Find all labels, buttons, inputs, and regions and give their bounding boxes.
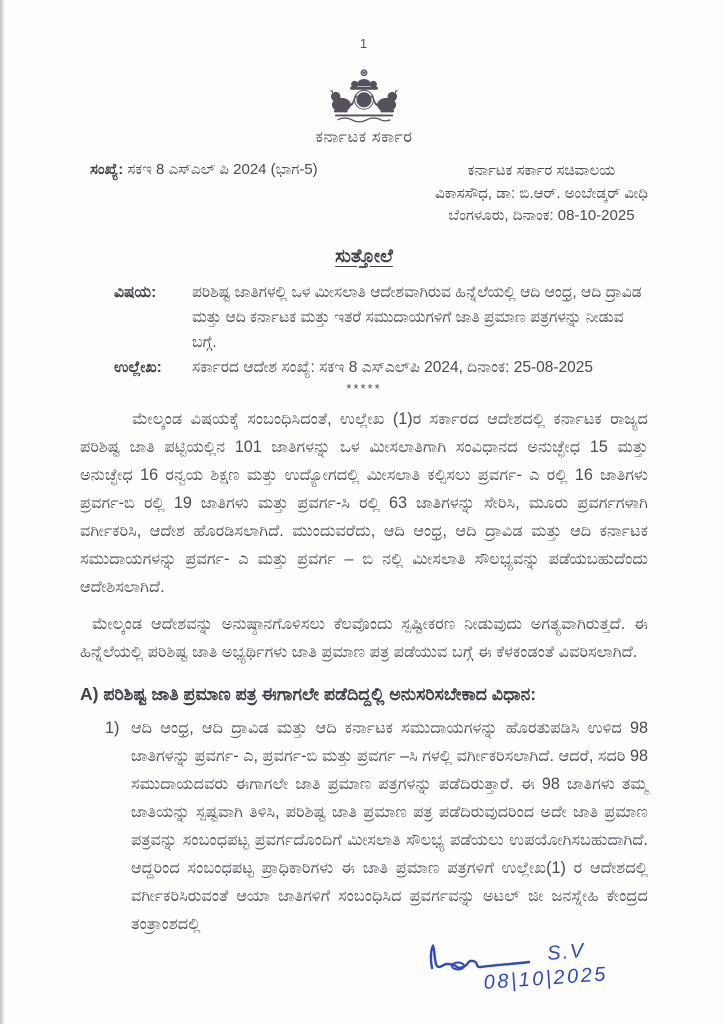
list-item-number: 1) — [105, 718, 120, 737]
signature-block — [425, 940, 665, 995]
signature-date: 08|10|2025 — [483, 963, 609, 994]
government-name: ಕರ್ನಾಟಕ ಸರ್ಕಾರ — [315, 128, 413, 146]
subject-reference-block — [80, 280, 648, 380]
signature-initials: S.V — [546, 939, 587, 965]
stars-separator: ***** — [346, 380, 382, 396]
list-item-text: ಆದಿ ಆಂಧ್ರ, ಆದಿ ದ್ರಾವಿಡ ಮತ್ತು ಆದಿ ಕರ್ನಾಟಕ ಸಮುದಾಯಗಳನ್ನು ಹೊರತುಪಡಿಸಿ ಉಳಿದ 98 ಜಾತಿಗಳನ್ನು ಪ್ರವರ್ಗ- ಎ, ಪ್ರವರ್ಗ-ಬಿ ಮತ್ತು ಪ್ರವರ್ಗ –ಸಿ ಗಳಲ್ಲಿ ವರ್ಗೀಕರಿಸಲಾಗಿದೆ. ಆದರೆ, ಸದರಿ 98 ಸಮುದಾಯದವರು ಈಗಾಗಲೇ ಜಾತಿ ಪ್ರಮಾಣ ಪತ್ರಗಳನ್ನು ಪಡೆದಿರುತ್ತಾರೆ. ಈ 98 ಜಾತಿಗಳು ತಮ್ಮ ಜಾತಿಯನ್ನು ಸ್ಪಷ್ಟವಾಗಿ ತಿಳಿಸಿ, ಪರಿಶಿಷ್ಟ ಜಾತಿ ಪ್ರಮಾಣ ಪತ್ರ ಪಡೆದಿರುವುದರಿಂದ ಅದೇ ಜಾತಿ ಪ್ರಮಾಣ ಪತ್ರವನ್ನು ಸಂಬಂಧಪಟ್ಟ ಪ್ರವರ್ಗದೊಂದಿಗೆ ಮೀಸಲಾತಿ ಸೌಲಭ್ಯ ಪಡೆಯಲು ಉಪಯೋಗಿಸಬಹುದಾಗಿದೆ. ಆದ್ದರಿಂದ ಸಂಬಂಧಪಟ್ಟ ಪ್ರಾಧಿಕಾರಿಗಳು ಈ ಜಾತಿ ಪ್ರಮಾಣ ಪತ್ರಗಳಿಗೆ ಉಲ್ಲೇಖ(1) ರ ಆದೇಶದಲ್ಲಿ ವರ್ಗೀಕರಿಸಿರುವಂತೆ ಆಯಾ ಜಾತಿಗಳಿಗೆ ಸಂಬಂಧಿಸಿದ ಪ್ರವರ್ಗವನ್ನು ಅಟಲ್ ಜೀ ಜನಸ್ನೇಹಿ ಕೇಂದ್ರದ ತಂತ್ರಾಂಶದಲ್ಲಿ — [131, 718, 648, 933]
address-line: ಬೆಂಗಳೂರು, ದಿನಾಂಕ: 08-10-2025 — [448, 207, 635, 224]
list-item-1 — [80, 714, 648, 938]
reference-address-row — [80, 160, 648, 228]
address-line: ವಿಕಾಸಸೌಧ, ಡಾ: ಬಿ.ಆರ್. ಅಂಬೇಡ್ಕರ್ ವೀಧಿ — [434, 184, 648, 202]
page-number: 1 — [359, 36, 369, 51]
number-label: ಸಂಖ್ಯೆ: — [90, 161, 124, 178]
document-title: ಸುತ್ತೋಲೆ — [335, 244, 393, 266]
paragraph-1: ಮೇಲ್ಕಂಡ ವಿಷಯಕ್ಕೆ ಸಂಬಂಧಿಸಿದಂತೆ, ಉಲ್ಲೇಖ (1)ರ ಸರ್ಕಾರದ ಆದೇಶದಲ್ಲಿ ಕರ್ನಾಟಕ ರಾಜ್ಯದ ಪರಿಶಿಷ್ಟ ಜಾತಿ ಪಟ್ಟಿಯಲ್ಲಿನ 101 ಜಾತಿಗಳನ್ನು ಒಳ ಮೀಸಲಾತಿಗಾಗಿ ಸಂವಿಧಾನದ ಅನುಚ್ಛೇಧ 15 ಮತ್ತು ಅನುಚ್ಛೇಧ 16 ರನ್ವಯ ಶಿಕ್ಷಣ ಮತ್ತು ಉದ್ಯೋಗದಲ್ಲಿ ಮೀಸಲಾತಿ ಕಲ್ಪಿಸಲು ಪ್ರವರ್ಗ- ಎ ರಲ್ಲಿ 16 ಜಾತಿಗಳು ಪ್ರವರ್ಗ-ಬಿ ರಲ್ಲಿ 19 ಜಾತಿಗಳು ಮತ್ತು ಪ್ರವರ್ಗ-ಸಿ ರಲ್ಲಿ 63 ಜಾತಿಗಳನ್ನು ಸೇರಿಸಿ, ಮೂರು ಪ್ರವರ್ಗಗಳಾಗಿ ವರ್ಗೀಕರಿಸಿ, ಆದೇಶ ಹೊರಡಿಸಲಾಗಿದೆ. ಮುಂದುವರೆದು, ಆದಿ ಆಂಧ್ರ, ಆದಿ ದ್ರಾವಿಡ ಮತ್ತು ಆದಿ ಕರ್ನಾಟಕ ಸಮುದಾಯಗಳನ್ನು ಪ್ರವರ್ಗ- ಎ ಮತ್ತು ಪ್ರವರ್ಗ – ಬಿ ನಲ್ಲಿ ಮೀಸಲಾತಿ ಸೌಲಭ್ಯವನ್ನು ಪಡೆಯಬಹುದೆಂದು ಆದೇಶಿಸಲಾಗಿದೆ. — [80, 409, 648, 596]
subject-text: ಪರಿಶಿಷ್ಟ ಜಾತಿಗಳಲ್ಲಿ ಒಳ ಮೀಸಲಾತಿ ಆದೇಶವಾಗಿರುವ ಹಿನ್ನೆಲೆಯಲ್ಲಿ ಆದಿ ಆಂಧ್ರ, ಆದಿ ದ್ರಾವಿಡ ಮತ್ತು ಆದಿ ಕರ್ನಾಟಕ ಮತ್ತು ಇತರೆ ಸಮುದಾಯಗಳಿಗೆ ಜಾತಿ ಪ್ರಮಾಣ ಪತ್ರಗಳನ್ನು ನೀಡುವ ಬಗ್ಗೆ. — [192, 283, 642, 351]
paragraph-2: ಮೇಲ್ಕಂಡ ಆದೇಶವನ್ನು ಅನುಷ್ಠಾನಗೊಳಿಸಲು ಕೆಲವೊಂದು ಸ್ಪಷ್ಟೀಕರಣ ನೀಡುವುದು ಅಗತ್ಯವಾಗಿರುತ್ತದೆ. ಈ ಹಿನ್ನೆಲೆಯಲ್ಲಿ ಪರಿಶಿಷ್ಟ ಜಾತಿ ಅಭ್ಯರ್ಥಿಗಳು ಜಾತಿ ಪ್ರಮಾಣ ಪತ್ರ ಪಡೆಯುವ ಬಗ್ಗೆ ಈ ಕೆಳಕಂಡಂತೆ ವಿವರಿಸಲಾಗಿದೆ. — [80, 614, 648, 661]
secretariat-address — [435, 160, 648, 228]
karnataka-emblem-icon — [320, 67, 408, 125]
address-line: ಕರ್ನಾಟಕ ಸರ್ಕಾರ ಸಚಿವಾಲಯ — [467, 162, 616, 179]
reference-label: ಉಲ್ಲೇಖ: — [114, 358, 162, 376]
header-emblem-block — [80, 67, 648, 147]
circular-number-line — [90, 160, 318, 178]
reference-text: ಸರ್ಕಾರದ ಆದೇಶ ಸಂಖ್ಯೆ: ಸಕಇ 8 ಎಸ್ಎಲ್‌ಪಿ 2024, ದಿನಾಂಕ: 25-08-2025 — [192, 358, 594, 376]
section-a-heading: A) ಪರಿಶಿಷ್ಟ ಜಾತಿ ಪ್ರಮಾಣ ಪತ್ರ ಈಗಾಗಲೇ ಪಡೆದಿದ್ದಲ್ಲಿ ಅನುಸರಿಸಬೇಕಾದ ವಿಧಾನ: — [80, 683, 537, 704]
subject-label: ವಿಷಯ: — [114, 283, 157, 301]
number-value: ಸಕಇ 8 ಎಸ್ಎಲ್ ಪಿ 2024 (ಭಾಗ-5) — [127, 161, 318, 178]
